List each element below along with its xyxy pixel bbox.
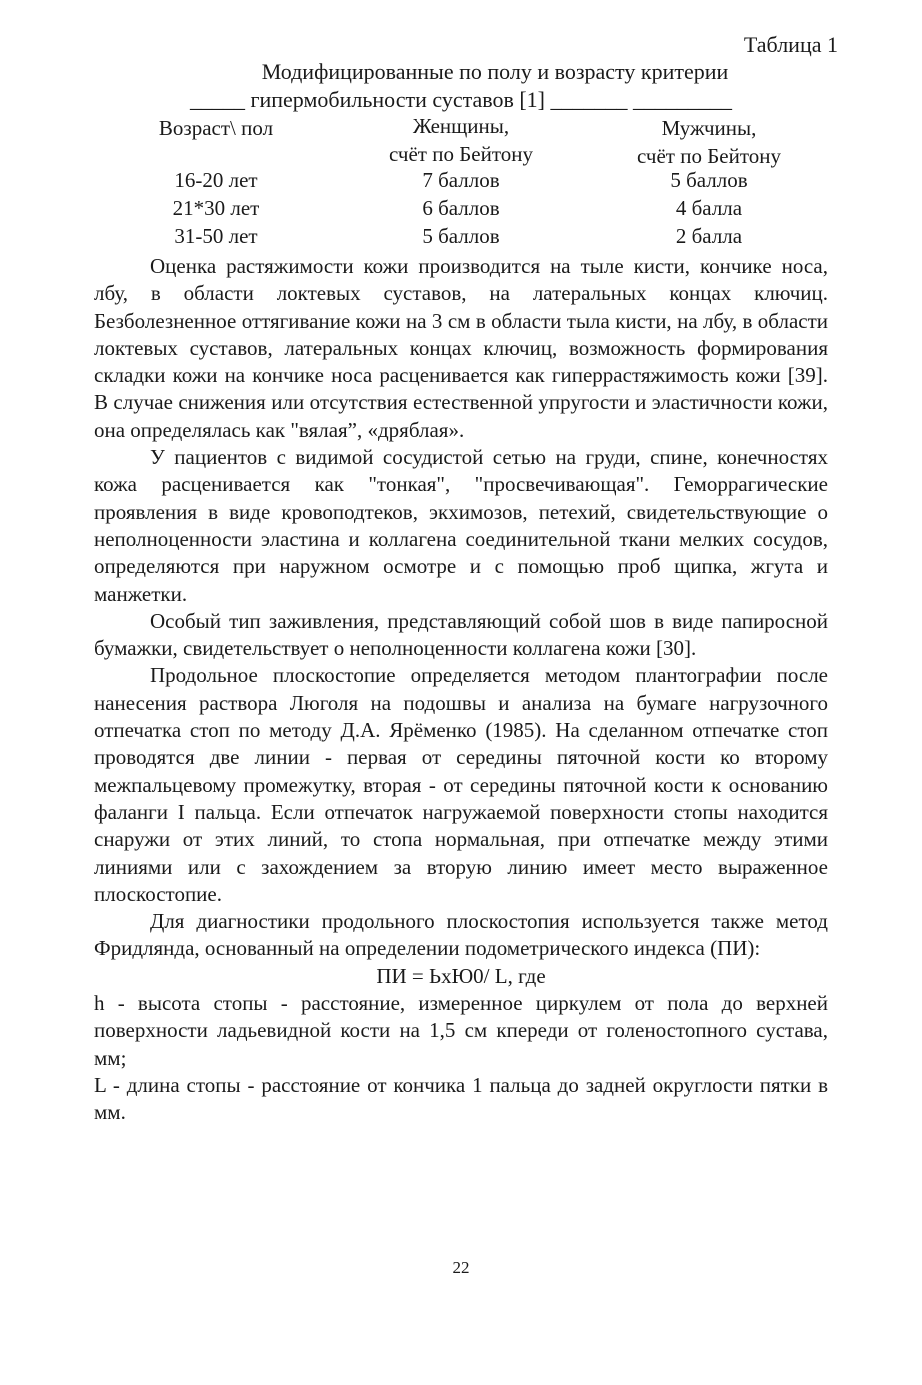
table-label: Таблица 1 [743,32,838,57]
header-men-line2: счёт по Бейтону [637,144,781,168]
header-men-line1: Мужчины, [661,116,757,140]
paragraph-healing-type: Особый тип заживления, представляющий собой шов в виде папиросной бумажки, свидетельствует о неполноценности коллагена кожи [30]. [94,608,828,661]
paragraph-fridland-method: Для диагностики продольного плоскостопия используется также метод Фридлянда, основанный на определении подометрического индекса (ПИ): [94,909,828,961]
paragraph-skin-extensibility: Оценка растяжимости кожи производится на тыле кисти, кончике носа, лбу, в области локтевых суставов, на латеральных концах ключиц. Безболезненное оттягивание кожи на 3 см в области тыла кисти, на лбу, в области локтевых суставов, латеральных концах ключиц, возможность формирования складки кожи на кончике носа расценивается как гиперрастяжимость кожи [39]. В случае снижения или отсутствия естественной упругости и эластичности кожи, она определялась как "вялая”, «дряблая». [94,254,828,442]
paragraph-vascular-network: У пациентов с видимой сосудистой сетью на груди, спине, конечностях кожа расценивается как "тонкая", "просвечивающая". Геморрагические проявления в виде кровоподтеков, экхимозов, петехий, свидетельствующие о неполноценности эластина и коллагена соединительной ткани мелких сосудов, определяются при наружном осмотре и с помощью проб щипка, жгута и манжетки. [94,445,828,606]
table-title: Модифицированные по полу и возрасту критерии [261,59,729,84]
header-age: Возраст\ пол [158,116,274,140]
subtitle-blank-right: _______ _________ [550,87,733,112]
definition-h: h - высота стопы - расстояние, измеренное циркулем от пола до верхней поверхности ладьевидной кости на 1,5 см кпереди от голеностопного сустава, мм; [94,991,828,1070]
row-2-women: 6 баллов [422,196,500,220]
paragraph-flatfoot-plantography: Продольное плоскостопие определяется методом плантографии после нанесения раствора Люголя на подошвы и анализа на бумаге нагрузочного отпечатка стоп по методу Д.А. Ярёменко (1985). На сделанном отпечатке стоп проводятся две линии - первая от середины пяточной кости ко второму межпальцевому промежутку, вторая - от середины пяточной кости к основанию фаланги I пальца. Если отпечаток нагружаемой поверхности стопы находится снаружи от этих линий, то стопа нормальная, при отпечатке между этими линиями или с захождением за вторую линию имеет место выраженное плоскостопие. [94,663,828,906]
header-women [350,112,572,168]
header-women-line2: счёт по Бейтону [389,142,533,166]
row-1-women: 7 баллов [422,168,500,192]
row-2-age: 21*30 лет [172,196,260,220]
row-1-age: 16-20 лет [174,168,258,192]
page-number: 22 [452,1258,470,1277]
row-1-men: 5 баллов [670,168,748,192]
definition-l: L - длина стопы - расстояние от кончика 1 пальца до задней округлости пятки в мм. [94,1072,828,1125]
row-2-men: 4 балла [675,196,743,220]
table-subtitle-line [0,86,922,114]
header-men [600,114,818,170]
row-3-women: 5 баллов [422,224,500,248]
row-3-age: 31-50 лет [174,224,258,248]
body-text [94,253,828,1127]
row-3-men: 2 балла [675,224,743,248]
formula: ПИ = ЬхЮ0/ L, где [376,963,546,988]
header-women-line1: Женщины, [412,114,510,138]
subtitle-blank-left: _____ [189,87,245,112]
table-subtitle: гипермобильности суставов [1] [250,87,546,112]
